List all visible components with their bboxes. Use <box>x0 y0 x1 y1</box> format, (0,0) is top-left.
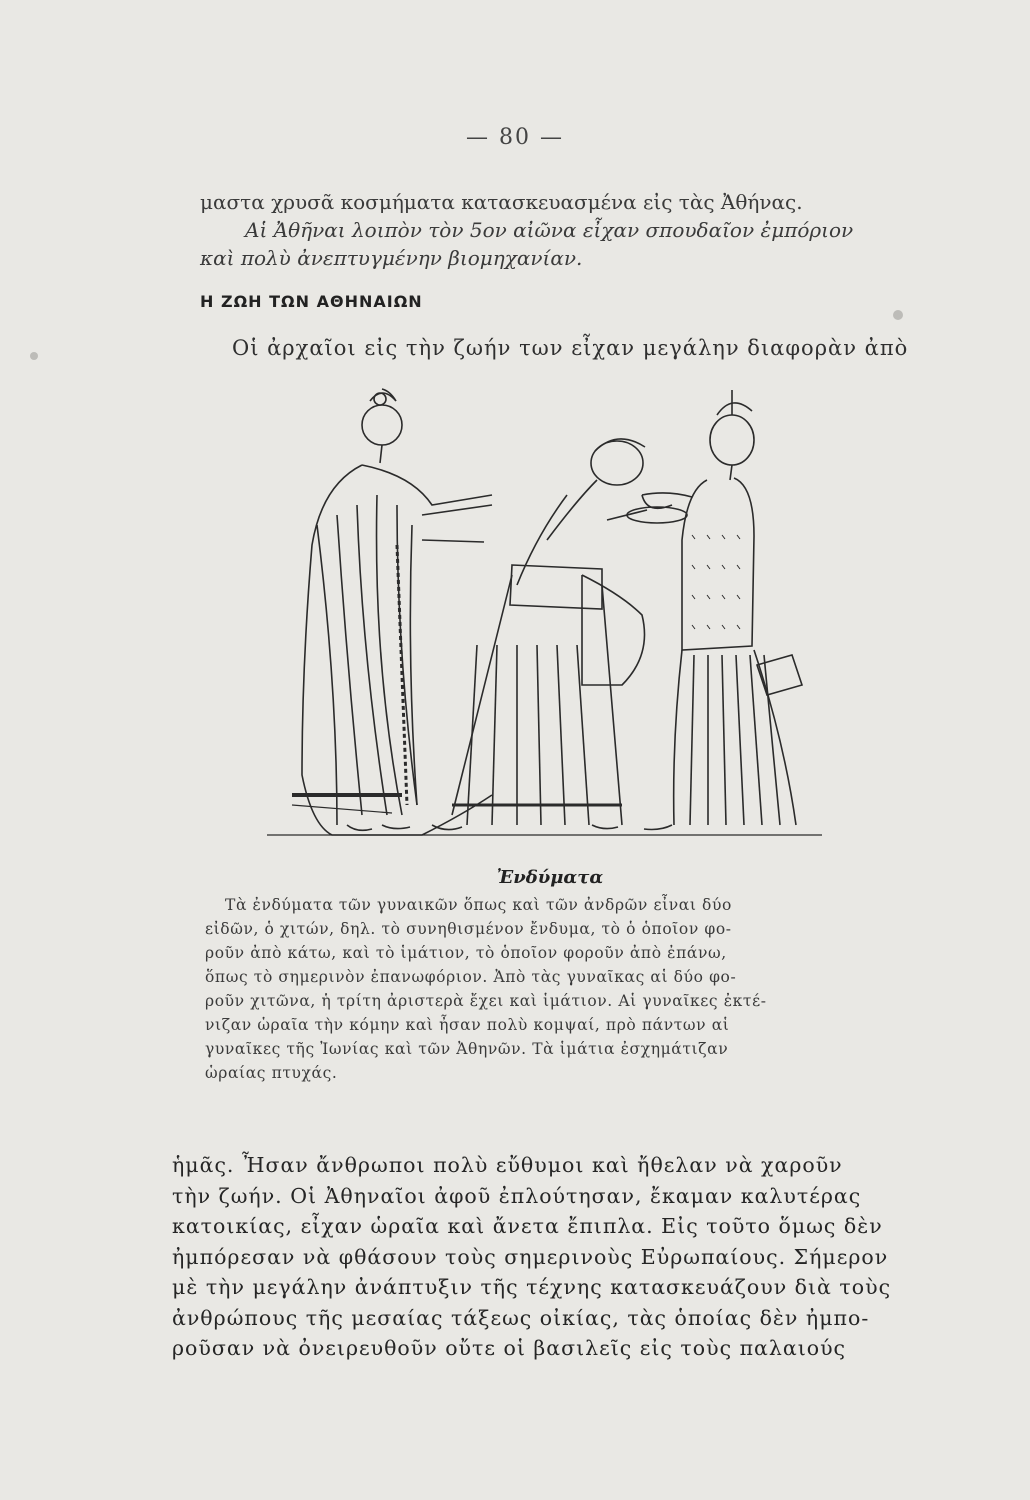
text-line: ὡραίας πτυχάς. <box>205 1064 338 1082</box>
section-heading: Η ΖΩΗ ΤΩΝ ΑΘΗΝΑΙΩΝ <box>200 292 423 311</box>
text-line: τὴν ζωήν. Οἱ Ἀθηναῖοι ἀφοῦ ἐπλούτησαν, ἔκαμαν καλυτέρας <box>172 1183 862 1208</box>
woman-middle-figure <box>432 439 692 830</box>
figure-description <box>205 893 767 1085</box>
woman-left-figure <box>292 389 492 835</box>
text-line: ὅπως τὸ σημερινὸν ἐπανωφόριον. Ἀπὸ τὰς γυναῖκας αἱ δύο φο- <box>205 968 737 986</box>
page-spot <box>30 352 38 360</box>
text-line: εἰδῶν, ὁ χιτών, δηλ. τὸ συνηθισμένον ἔνδυμα, τὸ ὁ ὁποῖον φο- <box>205 920 732 938</box>
text-line: μαστα χρυσᾶ κοσμήματα κατασκευασμένα εἰς τὰς Ἀθήνας. <box>200 190 803 214</box>
text-line: ροῦν χιτῶνα, ἡ τρίτη ἀριστερὰ ἔχει καὶ ἱμάτιον. Αἱ γυναῖκες ἐκτέ- <box>205 992 767 1010</box>
intro-line: Οἱ ἀρχαῖοι εἰς τὴν ζωήν των εἶχαν μεγάλην διαφορὰν ἀπὸ <box>232 336 909 360</box>
text-line: ἡμᾶς. Ἦσαν ἄνθρωποι πολὺ εὔθυμοι καὶ ἤθελαν νὰ χαροῦν <box>172 1153 843 1177</box>
text-line: ροῦν ἀπὸ κάτω, καὶ τὸ ἱμάτιον, τὸ ὁποῖον φοροῦν ἀπὸ ἐπάνω, <box>205 944 727 962</box>
text-line: κατοικίας, εἶχαν ὡραῖα καὶ ἄνετα ἔπιπλα. Εἰς τοῦτο ὅμως δὲν <box>172 1214 883 1238</box>
text-line: ροῦσαν νὰ ὀνειρευθοῦν οὔτε οἱ βασιλεῖς εἰς τοὺς παλαιούς <box>172 1336 847 1360</box>
text-line: Αἱ Ἀθῆναι λοιπὸν τὸν 5ον αἰῶνα εἶχαν σπουδαῖον ἐμπόριον <box>245 218 854 242</box>
woman-right-figure <box>627 390 802 830</box>
text-line: γυναῖκες τῆς Ἰωνίας καὶ τῶν Ἀθηνῶν. Τὰ ἱμάτια ἐσχημάτιζαν <box>205 1040 729 1058</box>
page-number: — 80 — <box>466 125 564 150</box>
text-line: καὶ πολὺ ἀνεπτυγμένην βιομηχανίαν. <box>200 246 583 270</box>
top-paragraph <box>200 188 853 272</box>
text-line: Τὰ ἐνδύματα τῶν γυναικῶν ὅπως καὶ τῶν ἀνδρῶν εἶναι δύο <box>225 896 732 914</box>
text-line: μὲ τὴν μεγάλην ἀνάπτυξιν τῆς τέχνης κατασκευάζουν διὰ τοὺς <box>172 1275 892 1299</box>
bottom-paragraph <box>172 1150 891 1364</box>
text-line: ἀνθρώπους τῆς μεσαίας τάξεως οἰκίας, τὰς ὁποίας δὲν ἠμπο- <box>172 1305 870 1330</box>
text-line: ἠμπόρεσαν νὰ φθάσουν τοὺς σημερινοὺς Εὐρωπαίους. Σήμερον <box>172 1244 889 1269</box>
figure-caption: Ἐνδύματα <box>496 867 604 888</box>
text-line: νιζαν ὡραῖα τὴν κόμην καὶ ἦσαν πολὺ κομψαί, πρὸ πάντων αἱ <box>205 1016 730 1034</box>
page-spot <box>893 310 903 320</box>
three-women-illustration <box>262 385 832 850</box>
